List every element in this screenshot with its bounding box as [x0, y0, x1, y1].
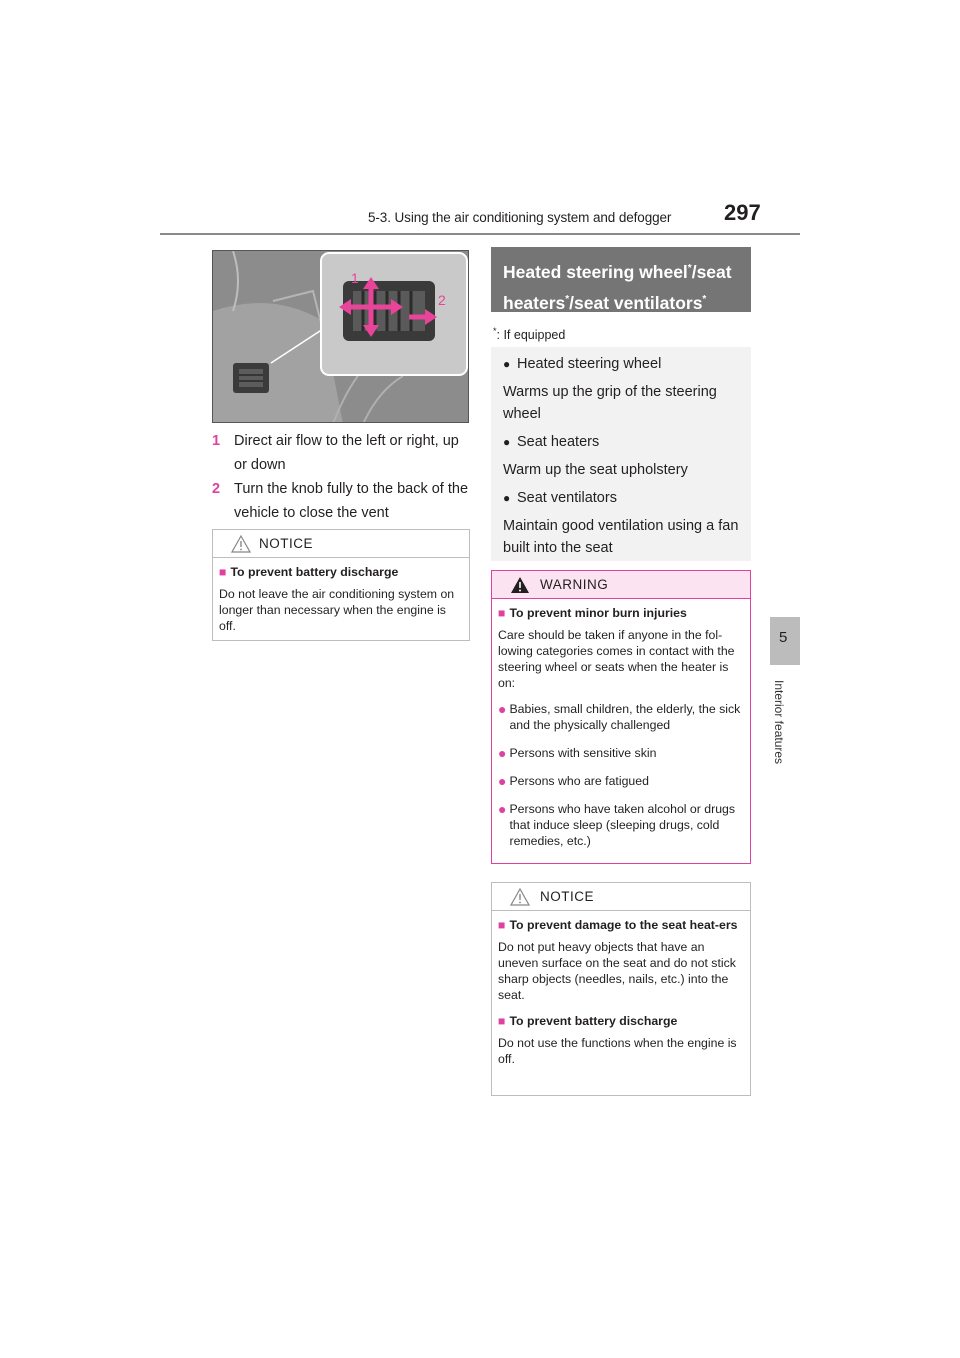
feature-description: Maintain good ventilation using a fan built into the seat — [503, 518, 739, 556]
notice-box-right — [491, 882, 751, 1096]
page-number: 297 — [724, 200, 761, 225]
if-equipped-footnote: *: If equipped — [493, 326, 566, 343]
bullet-icon: ● — [498, 701, 507, 717]
bullet-icon: ● — [503, 491, 511, 505]
bullet-icon: ● — [498, 745, 507, 761]
feature-list — [491, 347, 751, 561]
notice-box-left — [212, 529, 470, 641]
small-vent-icon — [233, 363, 269, 393]
notice-subheading: ■ To prevent battery discharge — [219, 565, 399, 579]
air-vent-illustration — [212, 250, 469, 423]
warning-outline-icon — [231, 535, 251, 553]
callout-1: 1 — [351, 270, 359, 286]
list-item: ● Seat heaters — [503, 431, 741, 453]
notice-body: Do not leave the air conditioning system on longer than necessary when the engine is off. — [219, 587, 455, 633]
warning-intro: Care should be taken if anyone in the fol-lowing categories comes in contact with the steering wheel or seats when the heater is on: — [498, 628, 735, 690]
notice-title: NOTICE — [540, 889, 595, 904]
warning-header — [492, 571, 750, 599]
vent-closeup — [343, 281, 435, 341]
warning-subheading: ■ To prevent minor burn injuries — [498, 606, 687, 620]
bullet-icon: ● — [498, 801, 507, 817]
notice-header — [213, 530, 469, 558]
section-title: 5-3. Using the air conditioning system and defogger — [368, 210, 672, 225]
step-1 — [212, 429, 472, 477]
warning-box — [491, 570, 751, 864]
bullet-icon: ● — [503, 357, 511, 371]
list-item: ● Persons with sensitive skin — [498, 745, 657, 761]
callout-2: 2 — [438, 292, 446, 308]
bullet-icon: ● — [503, 435, 511, 449]
warning-title: WARNING — [540, 577, 609, 592]
chapter-number: 5 — [779, 629, 788, 646]
list-item: ● Persons who have taken alcohol or drugs that induce sleep (sleeping drugs, cold remedies, etc.) — [498, 801, 736, 848]
feature-description: Warms up the grip of the steering wheel — [503, 384, 717, 422]
feature-description: Warm up the seat upholstery — [503, 462, 688, 478]
notice-body: Do not put heavy objects that have an uneven surface on the seat and do not stick sharp objects (needles, nails, etc.) into the seat. — [498, 940, 736, 1002]
heated-seats-heading: Heated steering wheel*/seat heaters*/seat ventilators* — [491, 247, 751, 312]
notice-header — [492, 883, 750, 911]
notice-title: NOTICE — [259, 536, 314, 551]
list-item: ● Seat ventilators — [503, 487, 741, 509]
warning-outline-icon — [510, 888, 530, 906]
step-number: 2 — [212, 481, 221, 497]
step-2 — [212, 477, 472, 525]
bullet-icon: ● — [498, 773, 507, 789]
chapter-label: Interior features — [772, 680, 786, 765]
step-number: 1 — [212, 433, 221, 449]
list-item: ● Persons who are fatigued — [498, 773, 649, 789]
list-item: ● Babies, small children, the elderly, the sick and the physically challenged — [498, 701, 741, 732]
step-text: Turn the knob fully to the back of the vehicle to close the vent — [234, 481, 469, 521]
warning-filled-icon — [510, 576, 530, 594]
step-text: Direct air flow to the left or right, up or down — [234, 433, 459, 473]
list-item: ● Heated steering wheel — [503, 353, 741, 375]
notice-subheading: ■ To prevent battery discharge — [498, 1014, 678, 1028]
header-divider — [160, 233, 800, 235]
notice-body: Do not use the functions when the engine is off. — [498, 1036, 737, 1066]
notice-subheading: ■ To prevent damage to the seat heat-ers — [498, 918, 738, 932]
